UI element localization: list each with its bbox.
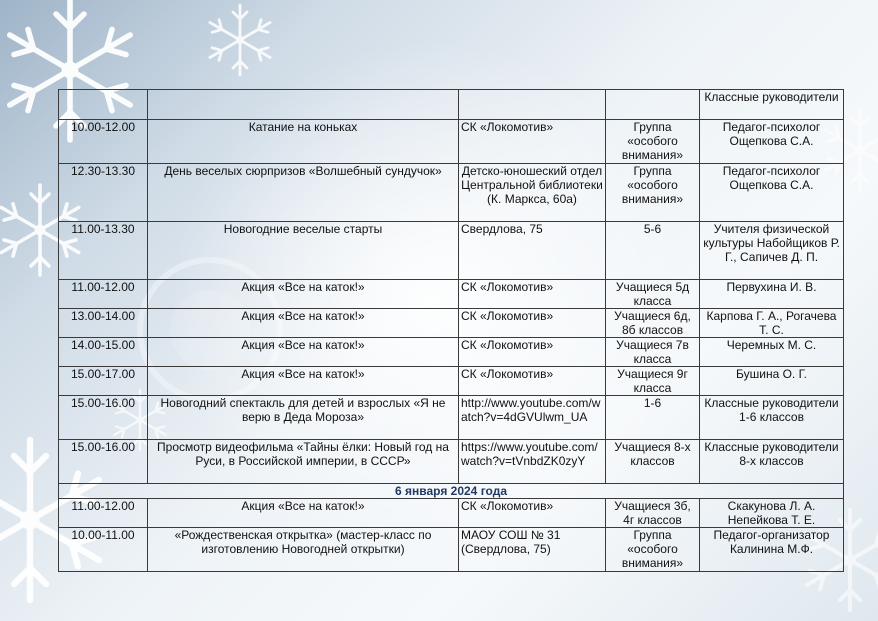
place-cell: Свердлова, 75	[459, 222, 606, 280]
event-cell: Акция «Все на каток!»	[148, 338, 459, 367]
responsible-cell: Педагог-организатор Калинина М.Ф.	[700, 528, 844, 572]
participants-cell: Группа «особого внимания»	[606, 164, 700, 222]
table-row	[59, 164, 844, 222]
time-cell: 11.00-12.00	[59, 280, 148, 309]
table-row	[59, 280, 844, 309]
event-cell: Просмотр видеофильма «Тайны ёлки: Новый год на Руси, в Российской империи, в СССР»	[148, 440, 459, 484]
time-cell: 13.00-14.00	[59, 309, 148, 338]
time-cell: 15.00-16.00	[59, 396, 148, 440]
place-cell: СК «Локомотив»	[459, 367, 606, 396]
schedule-table	[58, 89, 844, 572]
table-row	[59, 222, 844, 280]
event-cell: День веселых сюрпризов «Волшебный сундучок»	[148, 164, 459, 222]
responsible-cell: Бушина О. Г.	[700, 367, 844, 396]
snowflake-icon	[210, 5, 270, 75]
responsible-cell: Классные руководители 8-х классов	[700, 440, 844, 484]
event-cell: Акция «Все на каток!»	[148, 367, 459, 396]
table-row	[59, 309, 844, 338]
place-cell: СК «Локомотив»	[459, 338, 606, 367]
table-row	[59, 338, 844, 367]
time-cell: 10.00-12.00	[59, 120, 148, 164]
table-row	[59, 90, 844, 120]
place-cell	[459, 90, 606, 120]
table-row	[59, 367, 844, 396]
table-row	[59, 528, 844, 572]
event-cell: Акция «Все на каток!»	[148, 280, 459, 309]
table-row	[59, 396, 844, 440]
participants-cell: Учащиеся 9г класса	[606, 367, 700, 396]
time-cell: 14.00-15.00	[59, 338, 148, 367]
time-cell: 12.30-13.30	[59, 164, 148, 222]
event-cell: Новогодний спектакль для детей и взрослых «Я не верю в Деда Мороза»	[148, 396, 459, 440]
participants-cell: Учащиеся 6д, 8б классов	[606, 309, 700, 338]
place-cell: СК «Локомотив»	[459, 499, 606, 528]
event-cell: Акция «Все на каток!»	[148, 309, 459, 338]
event-cell	[148, 90, 459, 120]
time-cell: 10.00-11.00	[59, 528, 148, 572]
event-cell: Катание на коньках	[148, 120, 459, 164]
participants-cell: 1-6	[606, 396, 700, 440]
responsible-cell: Учителя физической культуры Набойщиков Р. Г., Сапичев Д. П.	[700, 222, 844, 280]
responsible-cell: Классные руководители 1-6 классов	[700, 396, 844, 440]
participants-cell: Учащиеся 8-х классов	[606, 440, 700, 484]
time-cell: 15.00-17.00	[59, 367, 148, 396]
date-heading: 6 января 2024 года	[59, 484, 844, 499]
place-cell: СК «Локомотив»	[459, 309, 606, 338]
event-cell: Новогодние веселые старты	[148, 222, 459, 280]
participants-cell: Группа «особого внимания»	[606, 528, 700, 572]
place-cell: Детско-юношеский отдел Центральной библиотеки (К. Маркса, 60а)	[459, 164, 606, 222]
video-link-cell[interactable]: http://www.youtube.com/watch?v=4dGVUlwm_UA	[459, 396, 606, 440]
responsible-cell: Классные руководители	[700, 90, 844, 120]
participants-cell: Учащиеся 5д класса	[606, 280, 700, 309]
place-cell: СК «Локомотив»	[459, 120, 606, 164]
time-cell	[59, 90, 148, 120]
table-row	[59, 499, 844, 528]
section-row	[59, 484, 844, 499]
event-cell: Акция «Все на каток!»	[148, 499, 459, 528]
time-cell: 11.00-12.00	[59, 499, 148, 528]
responsible-cell: Педагог-психолог Ощепкова С.А.	[700, 164, 844, 222]
participants-cell: Группа «особого внимания»	[606, 120, 700, 164]
participants-cell	[606, 90, 700, 120]
participants-cell: Учащиеся 7в класса	[606, 338, 700, 367]
event-cell: «Рождественская открытка» (мастер-класс по изготовлению Новогодней открытки)	[148, 528, 459, 572]
time-cell: 15.00-16.00	[59, 440, 148, 484]
table-row	[59, 120, 844, 164]
table-row	[59, 440, 844, 484]
place-cell: МАОУ СОШ № 31 (Свердлова, 75)	[459, 528, 606, 572]
responsible-cell: Скакунова Л. А. Непейкова Т. Е.	[700, 499, 844, 528]
participants-cell: Учащиеся 3б, 4г классов	[606, 499, 700, 528]
participants-cell: 5-6	[606, 222, 700, 280]
responsible-cell: Карпова Г. А., Рогачева Т. С.	[700, 309, 844, 338]
responsible-cell: Первухина И. В.	[700, 280, 844, 309]
video-link-cell[interactable]: https://www.youtube.com/watch?v=tVnbdZK0zyY	[459, 440, 606, 484]
responsible-cell: Педагог-психолог Ощепкова С.А.	[700, 120, 844, 164]
responsible-cell: Черемных М. С.	[700, 338, 844, 367]
time-cell: 11.00-13.30	[59, 222, 148, 280]
place-cell: СК «Локомотив»	[459, 280, 606, 309]
